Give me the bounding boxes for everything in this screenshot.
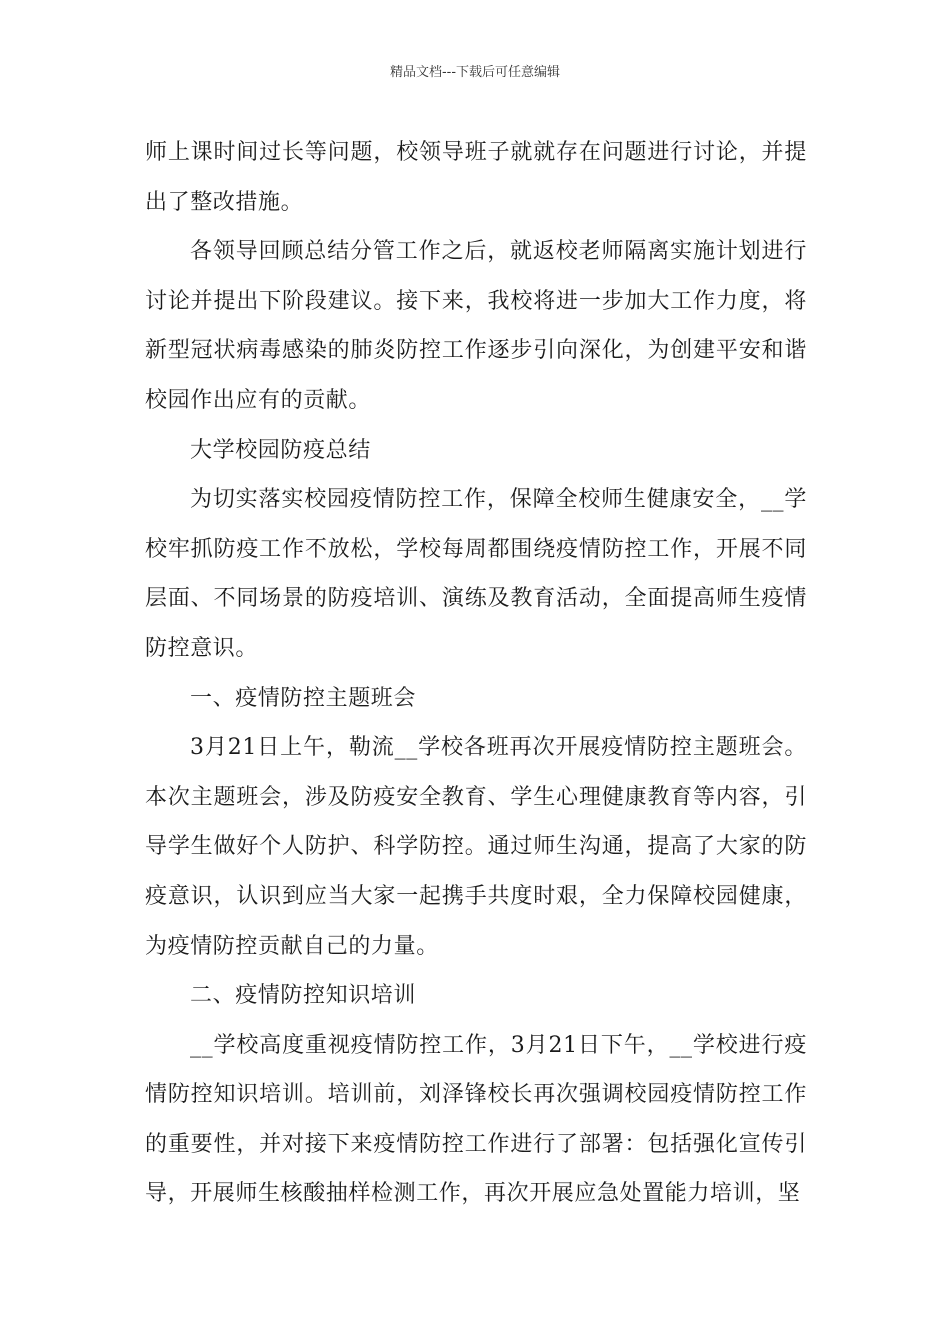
section-heading-training: 二、疫情防控知识培训: [190, 983, 417, 1009]
paragraph-4: 3月21日上午，勒流__学校各班再次开展疫情防控主题班会。本次主题班会，涉及防疫安全教育、学生心理健康教育等内容，引导学生做好个人防护、科学防控。通过师生沟通，提高了大家的防疫意识，认识到应当大家一起携手共度时艰，全力保障校园健康，为疫情防控贡献自己的力量。: [145, 735, 807, 959]
section-heading-class-meeting: 一、疫情防控主题班会: [190, 685, 417, 711]
section-heading-campus-summary: 大学校园防疫总结: [190, 437, 371, 463]
paragraph-1: 师上课时间过长等问题，校领导班子就就存在问题进行讨论，并提出了整改措施。: [145, 140, 807, 215]
paragraph-2: 各领导回顾总结分管工作之后，就返校老师隔离实施计划进行讨论并提出下阶段建议。接下来，我校将进一步加大工作力度，将新型冠状病毒感染的肺炎防控工作逐步引向深化，为创建平安和谐校园作出应有的贡献。: [145, 239, 807, 413]
paragraph-3: 为切实落实校园疫情防控工作，保障全校师生健康安全，__学校牢抓防疫工作不放松，学校每周都围绕疫情防控工作，开展不同层面、不同场景的防疫培训、演练及教育活动，全面提高师生疫情防控意识。: [145, 487, 807, 661]
page-header: 精品文档---下载后可任意编辑: [389, 65, 561, 80]
document-body: [145, 128, 807, 1219]
paragraph-5: __学校高度重视疫情防控工作，3月21日下午，__学校进行疫情防控知识培训。培训前，刘泽锋校长再次强调校园疫情防控工作的重要性，并对接下来疫情防控工作进行了部署：包括强化宣传引导，开展师生核酸抽样检测工作，再次开展应急处置能力培训，坚: [145, 1032, 807, 1207]
